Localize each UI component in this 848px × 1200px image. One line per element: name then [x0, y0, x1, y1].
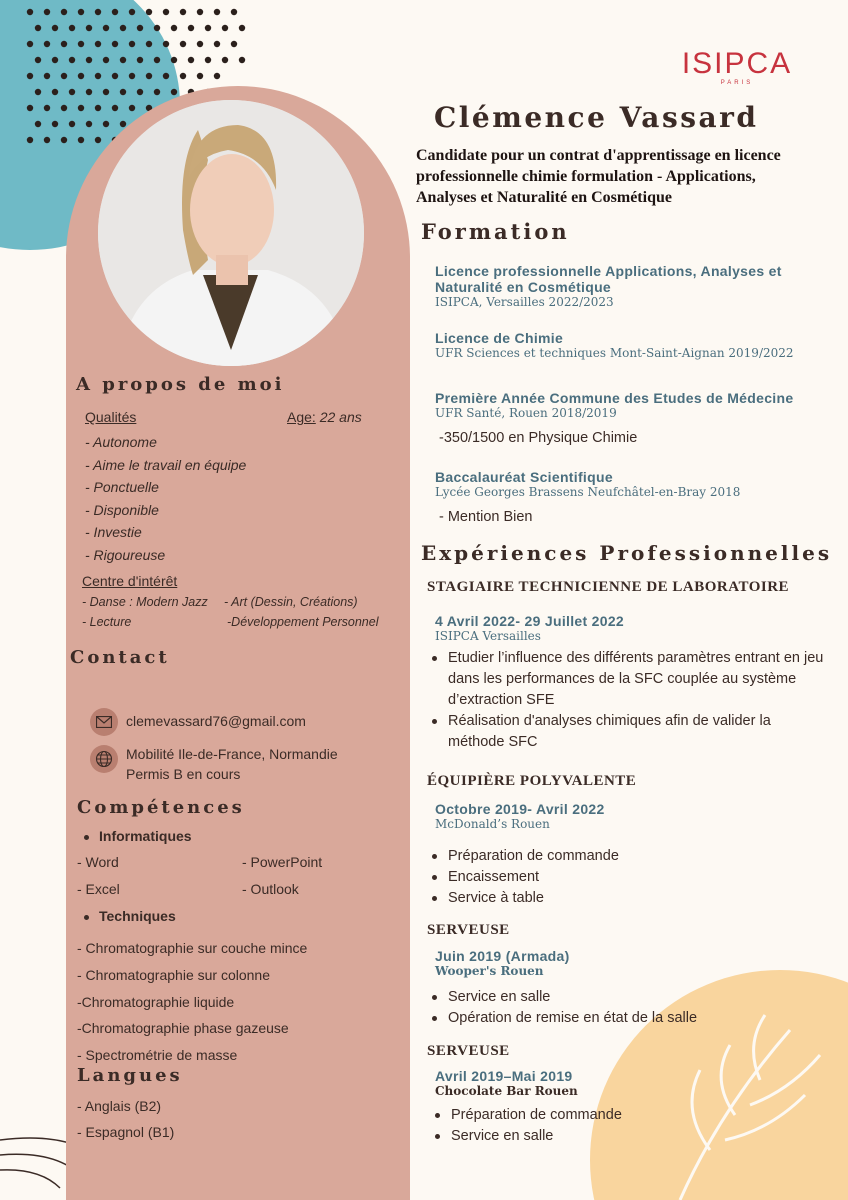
decor-dot	[120, 25, 126, 31]
tech-list	[77, 935, 307, 1069]
job-role: STAGIAIRE TECHNICIENNE DE LABORATOIRE	[427, 579, 790, 595]
age-row	[287, 409, 362, 425]
quality-item: - Aime le travail en équipe	[85, 456, 247, 473]
quality-item: - Rigoureuse	[85, 546, 166, 563]
job-place: ISIPCA Versailles	[435, 629, 541, 643]
language-item: - Espagnol (B1)	[77, 1124, 175, 1140]
decor-dot	[214, 73, 220, 79]
decor-dot	[27, 137, 33, 143]
decor-dot	[239, 57, 245, 63]
decor-dot	[27, 105, 33, 111]
decor-dot	[154, 25, 160, 31]
decor-dot	[180, 9, 186, 15]
job-bullets	[429, 1105, 829, 1147]
job-meta	[435, 1068, 578, 1098]
job-bullets	[426, 987, 826, 1029]
decor-dot	[61, 105, 67, 111]
decor-dot	[95, 9, 101, 15]
job-place: Chocolate Bar Rouen	[435, 1084, 578, 1098]
interests-label: Centre d'intérêt	[82, 573, 178, 589]
decor-dot	[86, 25, 92, 31]
job-meta	[435, 613, 624, 643]
formation-item	[435, 390, 835, 449]
decor-dot	[78, 105, 84, 111]
decor-dot	[27, 9, 33, 15]
decor-dot	[163, 9, 169, 15]
job-dates: Octobre 2019- Avril 2022	[435, 801, 605, 817]
license-text: Permis B en cours	[126, 766, 241, 782]
candidate-name: Clémence Vassard	[434, 101, 759, 134]
formation-item	[435, 469, 835, 528]
skill-item: -Chromatographie phase gazeuse	[77, 1020, 289, 1037]
decor-dot	[146, 73, 152, 79]
decor-dot	[205, 25, 211, 31]
decor-dot	[52, 57, 58, 63]
decor-dot	[146, 41, 152, 47]
decor-dot	[35, 89, 41, 95]
decor-dot	[78, 137, 84, 143]
decor-dot	[52, 25, 58, 31]
isipca-logo	[674, 48, 800, 86]
job-bullet: Service en salle	[429, 1126, 829, 1147]
decor-dot	[214, 41, 220, 47]
tech-label-row	[84, 908, 176, 924]
formation-item-sub: UFR Santé, Rouen 2018/2019	[435, 406, 617, 420]
decor-dot	[112, 9, 118, 15]
formation-item-title: Licence professionnelle Applications, Analyses et Naturalité en Cosmétique	[435, 263, 782, 295]
job-dates: 4 Avril 2022- 29 Juillet 2022	[435, 613, 624, 629]
decor-dot	[205, 57, 211, 63]
job-role: ÉQUIPIÈRE POLYVALENTE	[427, 773, 637, 789]
decor-dot	[231, 41, 237, 47]
formation-item-sub: ISIPCA, Versailles 2022/2023	[435, 295, 614, 309]
decor-dot	[154, 57, 160, 63]
decor-dot	[129, 105, 135, 111]
decor-dot	[35, 25, 41, 31]
skill-item: - Outlook	[242, 881, 299, 897]
decor-dot	[129, 41, 135, 47]
decor-dot	[120, 57, 126, 63]
job-place: Wooper's Rouen	[435, 964, 544, 978]
quality-item: - Disponible	[85, 501, 159, 518]
job-bullet: Opération de remise en état de la salle	[426, 1008, 826, 1029]
age-label: Age:	[287, 409, 316, 425]
decor-dot	[129, 9, 135, 15]
decor-dot	[112, 73, 118, 79]
formation-item-note: -350/1500 en Physique Chimie	[439, 430, 638, 446]
profile-photo	[98, 100, 364, 366]
decor-dot	[35, 57, 41, 63]
decor-dot	[61, 9, 67, 15]
decor-dot	[86, 89, 92, 95]
qualities-label: Qualités	[85, 409, 137, 425]
skill-item: - Spectrométrie de masse	[77, 1047, 238, 1064]
languages-list	[77, 1093, 174, 1145]
decor-dot	[222, 57, 228, 63]
decor-dot	[78, 41, 84, 47]
decor-dot	[95, 41, 101, 47]
decor-dot	[171, 25, 177, 31]
decor-dot	[86, 121, 92, 127]
mobility-block	[126, 744, 338, 784]
formation-item-sub: UFR Sciences et techniques Mont-Saint-Aignan 2019/2022	[435, 346, 794, 360]
decor-dot	[239, 25, 245, 31]
decor-dot	[120, 121, 126, 127]
decor-dot	[44, 9, 50, 15]
job-meta	[435, 801, 605, 831]
interest-item: - Danse : Modern Jazz	[82, 595, 208, 609]
formation-title: Formation	[421, 219, 570, 244]
decor-dot	[52, 89, 58, 95]
it-label: Informatiques	[99, 828, 192, 844]
decor-dot	[163, 73, 169, 79]
interest-item: - Art (Dessin, Créations)	[224, 595, 358, 609]
leaf-decor-icon	[640, 1000, 840, 1200]
job-role: SERVEUSE	[427, 922, 510, 938]
contact-title: Contact	[70, 647, 170, 668]
skill-item: -Chromatographie liquide	[77, 993, 235, 1010]
it-label-row	[84, 828, 192, 844]
decor-dot	[188, 25, 194, 31]
decor-dot	[137, 89, 143, 95]
experience-title: Expériences Professionnelles	[421, 541, 833, 565]
job-bullet: Encaissement	[426, 867, 826, 888]
decor-dot	[163, 41, 169, 47]
interest-item: - Lecture	[82, 615, 132, 629]
decor-dot	[35, 121, 41, 127]
decor-dot	[78, 9, 84, 15]
decor-dot	[197, 9, 203, 15]
decor-dot	[52, 121, 58, 127]
globe-icon	[90, 745, 118, 773]
decor-dot	[69, 25, 75, 31]
formation-item-note: - Mention Bien	[439, 509, 533, 525]
formation-item-title: Baccalauréat Scientifique	[435, 469, 613, 485]
job-meta	[435, 948, 570, 978]
headline: Candidate pour un contrat d'apprentissage en licence professionnelle chimie formulation - Applications, Analyses et Naturalité en Cosmétique	[416, 147, 781, 206]
formation-item-title: Licence de Chimie	[435, 330, 564, 346]
decor-dot	[61, 73, 67, 79]
decor-dot	[95, 105, 101, 111]
skill-item: - Chromatographie sur couche mince	[77, 940, 308, 956]
decor-dot	[44, 137, 50, 143]
decor-dot	[137, 25, 143, 31]
mail-icon	[90, 708, 118, 736]
logo-subtext: PARIS	[720, 80, 754, 86]
job-bullets	[426, 846, 826, 909]
decor-dot	[154, 89, 160, 95]
decor-dot	[27, 73, 33, 79]
job-role: SERVEUSE	[427, 1043, 510, 1059]
skill-item: - Word	[77, 854, 119, 870]
skill-item: - Excel	[77, 881, 120, 897]
decor-dot	[171, 57, 177, 63]
decor-dot	[222, 25, 228, 31]
bullet-icon	[84, 915, 89, 920]
decor-dot	[27, 41, 33, 47]
decor-dot	[95, 73, 101, 79]
decor-dot	[78, 73, 84, 79]
decor-dot	[103, 57, 109, 63]
decor-dot	[69, 121, 75, 127]
tech-label: Techniques	[99, 908, 176, 924]
formation-item-sub: Lycée Georges Brassens Neufchâtel-en-Bray 2018	[435, 485, 741, 499]
interest-item: -Développement Personnel	[227, 615, 379, 629]
decor-dot	[44, 73, 50, 79]
decor-dot	[112, 105, 118, 111]
decor-dot	[231, 9, 237, 15]
job-place: McDonald’s Rouen	[435, 817, 550, 831]
job-bullet: Préparation de commande	[426, 846, 826, 867]
bullet-icon	[84, 835, 89, 840]
quality-item: - Autonome	[85, 434, 157, 450]
language-item: - Anglais (B2)	[77, 1098, 162, 1114]
decor-dot	[188, 57, 194, 63]
skill-item: - PowerPoint	[242, 854, 323, 870]
formation-item-title: Première Année Commune des Etudes de Médecine	[435, 390, 794, 406]
languages-title: Langues	[77, 1065, 183, 1086]
decor-dot	[120, 89, 126, 95]
decor-dot	[103, 121, 109, 127]
formation-item	[435, 263, 830, 309]
decor-dot	[44, 105, 50, 111]
decor-dot	[103, 25, 109, 31]
skill-item: - Chromatographie sur colonne	[77, 966, 270, 983]
mobility-text: Mobilité Ile-de-France, Normandie	[126, 746, 338, 762]
job-bullet: Etudier l’influence des différents paramètres entrant en jeu dans les performances de la SFC couplée au système d’extraction SFE	[426, 648, 826, 711]
decor-dot	[171, 89, 177, 95]
job-bullet: Service à table	[426, 888, 826, 909]
quality-item: - Ponctuelle	[85, 479, 159, 495]
decor-dot	[44, 41, 50, 47]
decor-dot	[129, 73, 135, 79]
qualities-list	[85, 431, 246, 566]
decor-dot	[180, 73, 186, 79]
job-dates: Juin 2019 (Armada)	[435, 948, 570, 964]
age-value: 22 ans	[319, 409, 362, 425]
decor-dot	[197, 73, 203, 79]
job-bullet: Réalisation d'analyses chimiques afin de valider la méthode SFC	[426, 711, 826, 753]
job-bullet: Préparation de commande	[429, 1105, 829, 1126]
decor-dot	[61, 41, 67, 47]
decor-dot	[103, 89, 109, 95]
job-bullets	[426, 648, 826, 753]
formation-item	[435, 330, 835, 360]
job-dates: Avril 2019–Mai 2019	[435, 1068, 573, 1084]
skills-title: Compétences	[77, 797, 245, 818]
decor-dot	[95, 137, 101, 143]
decor-dot	[69, 57, 75, 63]
decor-dot	[112, 41, 118, 47]
quality-item: - Investie	[85, 524, 142, 540]
decor-dot	[86, 57, 92, 63]
decor-dot	[214, 9, 220, 15]
decor-dot	[137, 57, 143, 63]
job-bullet: Service en salle	[426, 987, 826, 1008]
logo-text: ISIPCA	[681, 47, 793, 80]
email-link[interactable]: clemevassard76@gmail.com	[126, 713, 306, 729]
about-title: A propos de moi	[76, 374, 285, 395]
decor-dot	[61, 137, 67, 143]
decor-dot	[180, 41, 186, 47]
decor-dot	[69, 89, 75, 95]
decor-dot	[197, 41, 203, 47]
decor-dot	[146, 9, 152, 15]
